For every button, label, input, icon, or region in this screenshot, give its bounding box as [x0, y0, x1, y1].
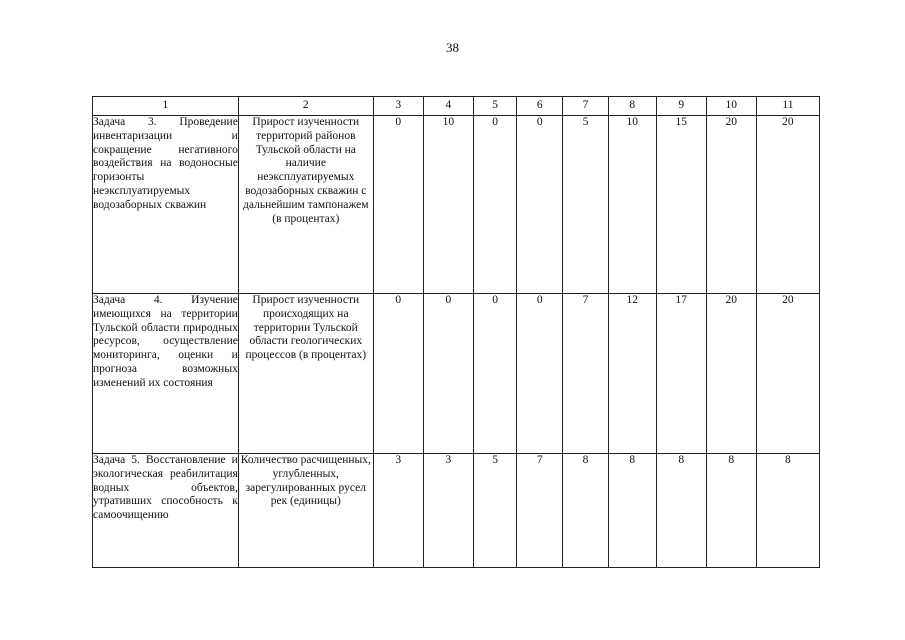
value-cell: 0 — [373, 116, 423, 294]
value-cell: 8 — [563, 454, 609, 568]
value-cell: 3 — [423, 454, 473, 568]
value-cell: 12 — [608, 294, 656, 454]
value-cell: 8 — [608, 454, 656, 568]
column-header: 10 — [706, 97, 756, 116]
column-header: 2 — [238, 97, 373, 116]
header-row — [93, 97, 820, 116]
task-cell: Задача 5. Восстановление и экологическая реабилитация водных объектов, утративших способность к самоочищению — [93, 454, 239, 568]
page-number: 38 — [446, 40, 459, 55]
column-header: 9 — [656, 97, 706, 116]
column-header: 6 — [517, 97, 563, 116]
value-cell: 0 — [473, 116, 517, 294]
value-cell: 20 — [756, 116, 819, 294]
value-cell: 8 — [706, 454, 756, 568]
table-row — [93, 454, 820, 568]
column-header: 8 — [608, 97, 656, 116]
indicator-cell: Количество расчищенных, углубленных, зарегулированных русел рек (единицы) — [238, 454, 373, 568]
task-cell: Задача 3. Проведение инвентаризации и сокращение негативного воздействия на водоносные горизонты неэксплуатируемых водозаборных скважин — [93, 116, 239, 294]
value-cell: 0 — [423, 294, 473, 454]
value-cell: 7 — [517, 454, 563, 568]
value-cell: 10 — [423, 116, 473, 294]
value-cell: 0 — [373, 294, 423, 454]
column-header: 1 — [93, 97, 239, 116]
column-header: 7 — [563, 97, 609, 116]
column-header: 5 — [473, 97, 517, 116]
value-cell: 5 — [473, 454, 517, 568]
indicators-table — [92, 96, 820, 568]
value-cell: 20 — [756, 294, 819, 454]
value-cell: 5 — [563, 116, 609, 294]
value-cell: 3 — [373, 454, 423, 568]
indicator-cell: Прирост изученности происходящих на территории Тульской области геологических процессов (в процентах) — [238, 294, 373, 454]
table-row — [93, 294, 820, 454]
value-cell: 20 — [706, 294, 756, 454]
indicator-cell: Прирост изученности территорий районов Тульской области на наличие неэксплуатируемых водозаборных скважин с дальнейшим тампонажем (в процентах) — [238, 116, 373, 294]
task-cell: Задача 4. Изучение имеющихся на территории Тульской области природных ресурсов, осуществление мониторинга, оценки и прогноза возможных изменений их состояния — [93, 294, 239, 454]
value-cell: 7 — [563, 294, 609, 454]
value-cell: 20 — [706, 116, 756, 294]
column-header: 11 — [756, 97, 819, 116]
value-cell: 8 — [656, 454, 706, 568]
value-cell: 0 — [517, 294, 563, 454]
value-cell: 15 — [656, 116, 706, 294]
value-cell: 8 — [756, 454, 819, 568]
table-row — [93, 116, 820, 294]
value-cell: 0 — [473, 294, 517, 454]
value-cell: 17 — [656, 294, 706, 454]
column-header: 4 — [423, 97, 473, 116]
value-cell: 0 — [517, 116, 563, 294]
column-header: 3 — [373, 97, 423, 116]
value-cell: 10 — [608, 116, 656, 294]
